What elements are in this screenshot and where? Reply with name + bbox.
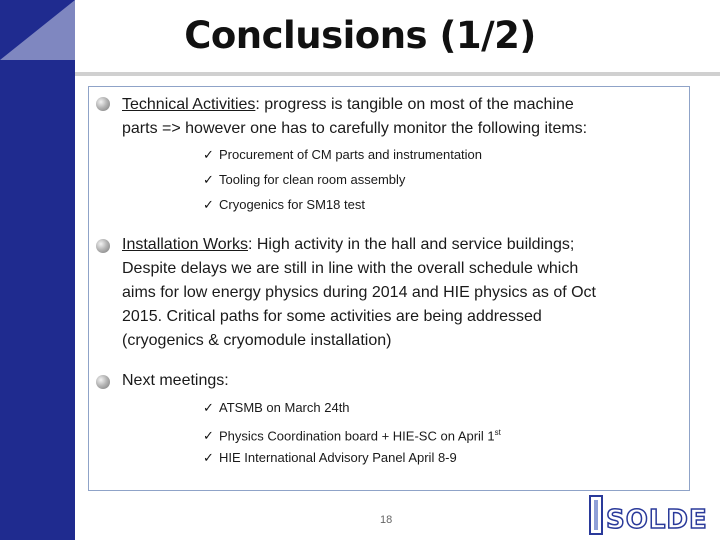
checkmark-icon: ✓ [203,147,214,162]
list-item-label: Procurement of CM parts and instrumentation [219,147,483,162]
bullet-lead: Next meetings: [122,372,229,389]
bullet-installation-works [122,233,682,353]
list-item [203,445,457,470]
list-item-label: ATSMB on March 24th [219,400,350,415]
list-item-label: HIE International Advisory Panel April 8-9 [219,450,457,465]
list-item [203,142,482,167]
bullet-text: (cryogenics & cryomodule installation) [122,332,392,349]
checkmark-icon: ✓ [203,428,214,444]
list-item-label: Tooling for clean room assembly [219,172,406,187]
list-item [203,192,365,217]
bullet-text: Despite delays we are still in line with the overall schedule which [122,260,579,277]
checkmark-icon: ✓ [203,172,214,187]
bullet-text: : High activity in the hall and service buildings; [247,236,575,253]
list-item-label: Physics Coordination board + HIE-SC on April 1 [219,428,495,444]
bullet-text: : progress is tangible on most of the machine [255,96,574,113]
round-bullet-icon [96,239,110,253]
page-number: 18 [380,514,393,526]
bullet-lead: Installation Works [122,236,248,253]
corner-triangle-icon [0,0,75,60]
svg-text:SOLDE: SOLDE [606,505,708,535]
title-divider [75,72,720,76]
page-title: Conclusions (1/2) [184,14,536,57]
round-bullet-icon [96,375,110,389]
list-item-label: Cryogenics for SM18 test [219,197,365,212]
bullet-technical-activities [122,93,682,141]
checkmark-icon: ✓ [203,197,214,212]
list-item [203,395,350,420]
isolde-logo [588,494,714,536]
bullet-text: aims for low energy physics during 2014 and HIE physics as of Oct [122,284,596,301]
list-item [203,167,405,192]
bullet-lead: Technical Activities [122,96,256,113]
checkmark-icon: ✓ [203,400,214,415]
round-bullet-icon [96,97,110,111]
checkmark-icon: ✓ [203,450,214,465]
left-decorative-band [0,0,75,540]
bullet-text: parts => however one has to carefully monitor the following items: [122,120,588,137]
superscript: st [494,428,501,437]
bullet-next-meetings [122,369,682,393]
bullet-text: 2015. Critical paths for some activities are being addressed [122,308,542,325]
